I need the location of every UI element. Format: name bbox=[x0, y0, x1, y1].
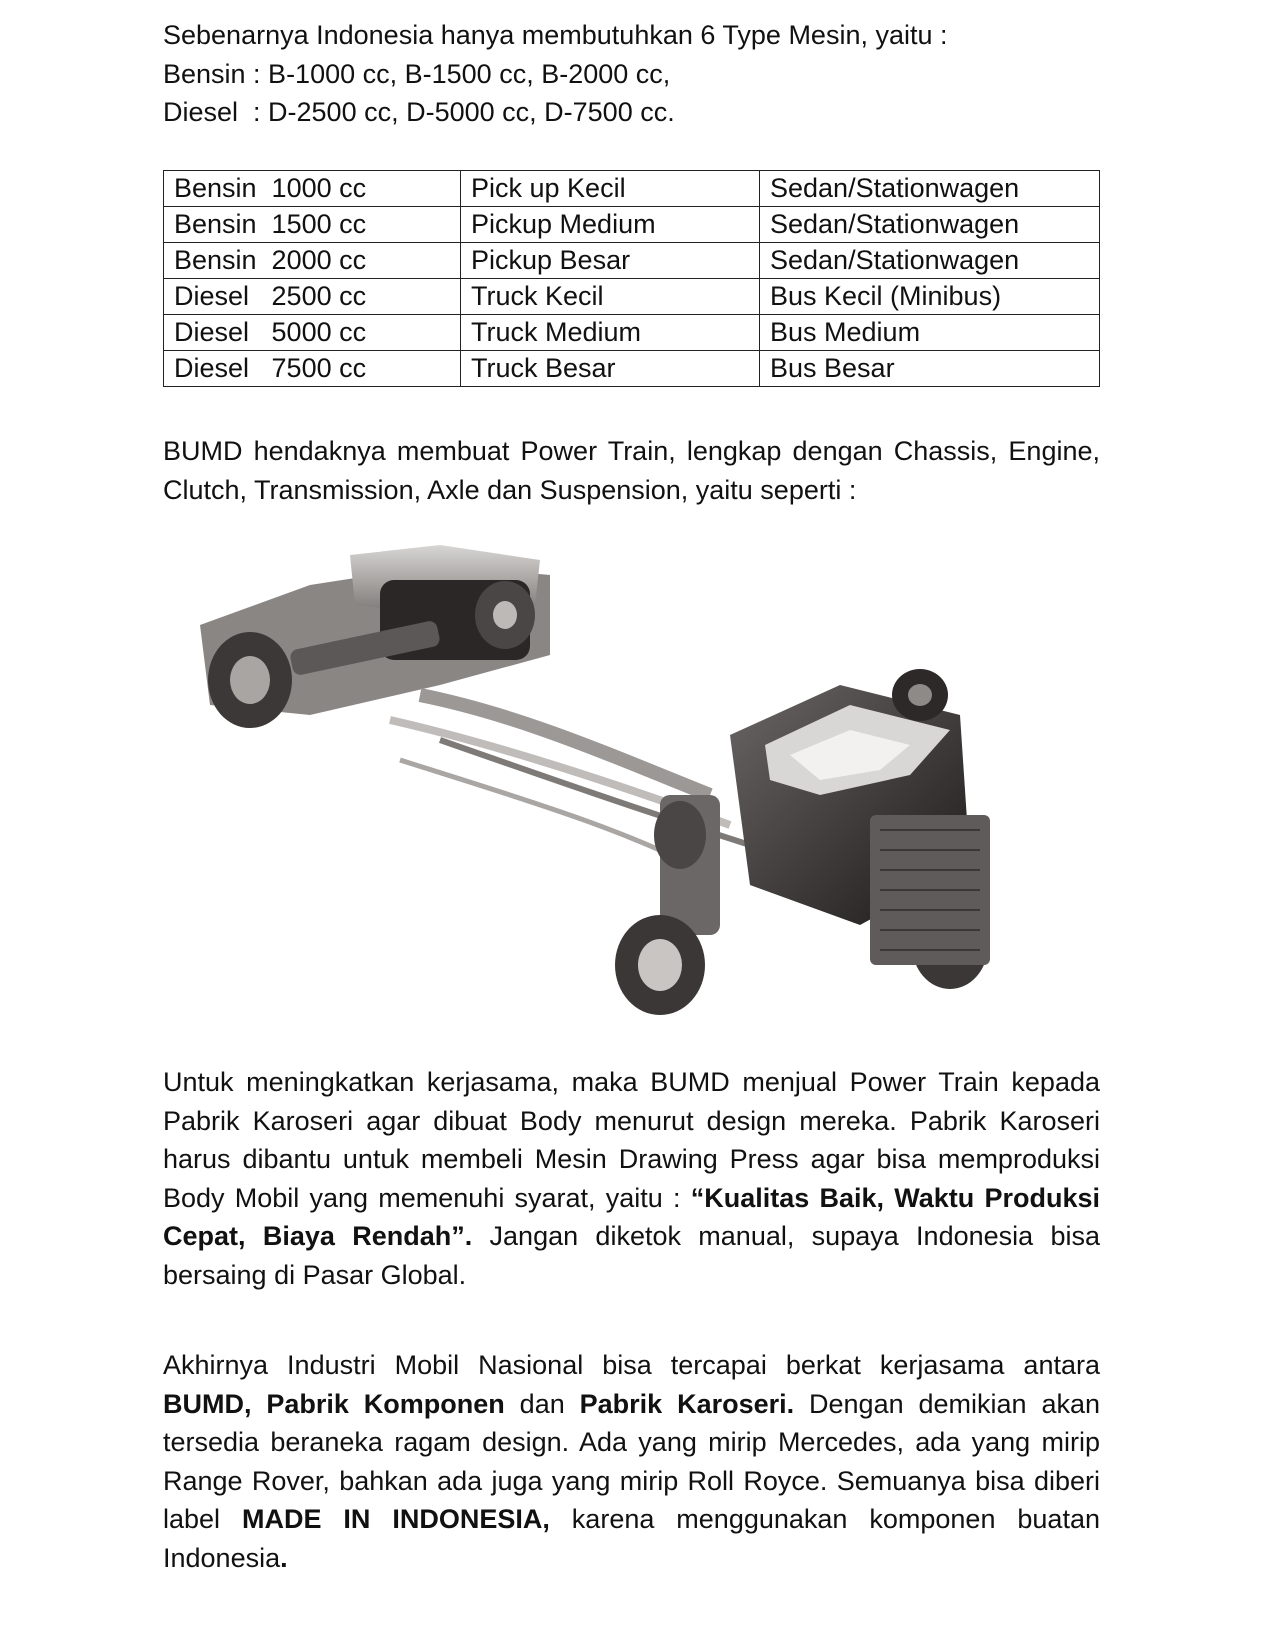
pickup-cell: Pickup Besar bbox=[461, 243, 760, 279]
power-train-chassis-photo bbox=[190, 545, 1070, 1025]
intro-line-petrol: Bensin : B-1000 cc, B-1500 cc, B-2000 cc, bbox=[163, 58, 671, 89]
paragraph-national-industry-text bbox=[163, 1346, 1100, 1577]
emphasis-karoseri: Pabrik Karoseri. bbox=[579, 1388, 795, 1419]
emphasis-quality-slogan: “Kualitas Baik, Waktu Produksi Cepat, Biaya Rendah”. bbox=[163, 1182, 1100, 1251]
table-row bbox=[164, 351, 1100, 387]
text-run: dan bbox=[504, 1388, 580, 1419]
emphasis-bumd-components: BUMD, Pabrik Komponen bbox=[163, 1388, 505, 1419]
engine-type-table bbox=[163, 170, 1100, 387]
text-run: Jangan diketok manual, supaya Indonesia bisa bersaing di Pasar Global. bbox=[163, 1221, 1101, 1290]
intro-line-1: Sebenarnya Indonesia hanya membutuhkan 6 Type Mesin, yaitu : bbox=[163, 20, 948, 50]
emphasis-period: . bbox=[280, 1542, 288, 1573]
table-row bbox=[164, 279, 1100, 315]
vehicle-cell: Sedan/Stationwagen bbox=[760, 207, 1100, 243]
vehicle-cell: Sedan/Stationwagen bbox=[760, 243, 1100, 279]
intro-block bbox=[163, 16, 1100, 132]
intro-line-diesel: Diesel : D-2500 cc, D-5000 cc, D-7500 cc. bbox=[163, 97, 675, 127]
pickup-cell: Pickup Medium bbox=[461, 207, 760, 243]
rear-axle-assembly bbox=[200, 545, 550, 728]
text-run: karena menggunakan komponen buatan Indonesia bbox=[163, 1504, 1100, 1573]
vehicle-cell: Bus Medium bbox=[760, 315, 1100, 351]
paragraph-national-industry bbox=[163, 1346, 1100, 1577]
text-run: Untuk meningkatkan kerjasama, maka BUMD menjual Power Train kepada Pabrik Karoseri agar dibuat Body menurut design mereka. Pabrik Karoseri harus dibantu untuk membeli Mesin Drawing Press agar bisa memproduksi Body Mobil yang memenuhi syarat, yaitu : bbox=[163, 1067, 1100, 1213]
power-train-paragraph: BUMD hendaknya membuat Power Train, lengkap dengan Chassis, Engine, Clutch, Transmission, Axle dan Suspension, yaitu seperti : bbox=[163, 436, 1100, 505]
text-run: Akhirnya Industri Mobil Nasional bisa tercapai berkat kerjasama antara bbox=[163, 1350, 1100, 1380]
paragraph-cooperation-text bbox=[163, 1063, 1100, 1294]
paragraph-cooperation bbox=[163, 1063, 1100, 1294]
pickup-cell: Truck Besar bbox=[461, 351, 760, 387]
engine-cell: Bensin 1000 cc bbox=[164, 171, 461, 207]
pickup-cell: Pick up Kecil bbox=[461, 171, 760, 207]
vehicle-cell: Sedan/Stationwagen bbox=[760, 171, 1100, 207]
table-row bbox=[164, 243, 1100, 279]
engine-cell: Bensin 2000 cc bbox=[164, 243, 461, 279]
engine-cell: Diesel 2500 cc bbox=[164, 279, 461, 315]
vehicle-cell: Bus Kecil (Minibus) bbox=[760, 279, 1100, 315]
pickup-cell: Truck Kecil bbox=[461, 279, 760, 315]
engine-cell: Bensin 1500 cc bbox=[164, 207, 461, 243]
engine-cell: Diesel 5000 cc bbox=[164, 315, 461, 351]
engine-cell: Diesel 7500 cc bbox=[164, 351, 461, 387]
table-row bbox=[164, 315, 1100, 351]
emphasis-made-in-indonesia: MADE IN INDONESIA, bbox=[241, 1504, 550, 1534]
table-row bbox=[164, 207, 1100, 243]
table-row bbox=[164, 171, 1100, 207]
pickup-cell: Truck Medium bbox=[461, 315, 760, 351]
engine-block bbox=[730, 669, 990, 965]
text-run: Dengan demikian akan tersedia beraneka ragam design. Ada yang mirip Mercedes, ada yang mirip Range Rover, bahkan ada juga yang mirip Roll Royce. Semuanya bisa diberi label bbox=[163, 1388, 1100, 1534]
vehicle-cell: Bus Besar bbox=[760, 351, 1100, 387]
